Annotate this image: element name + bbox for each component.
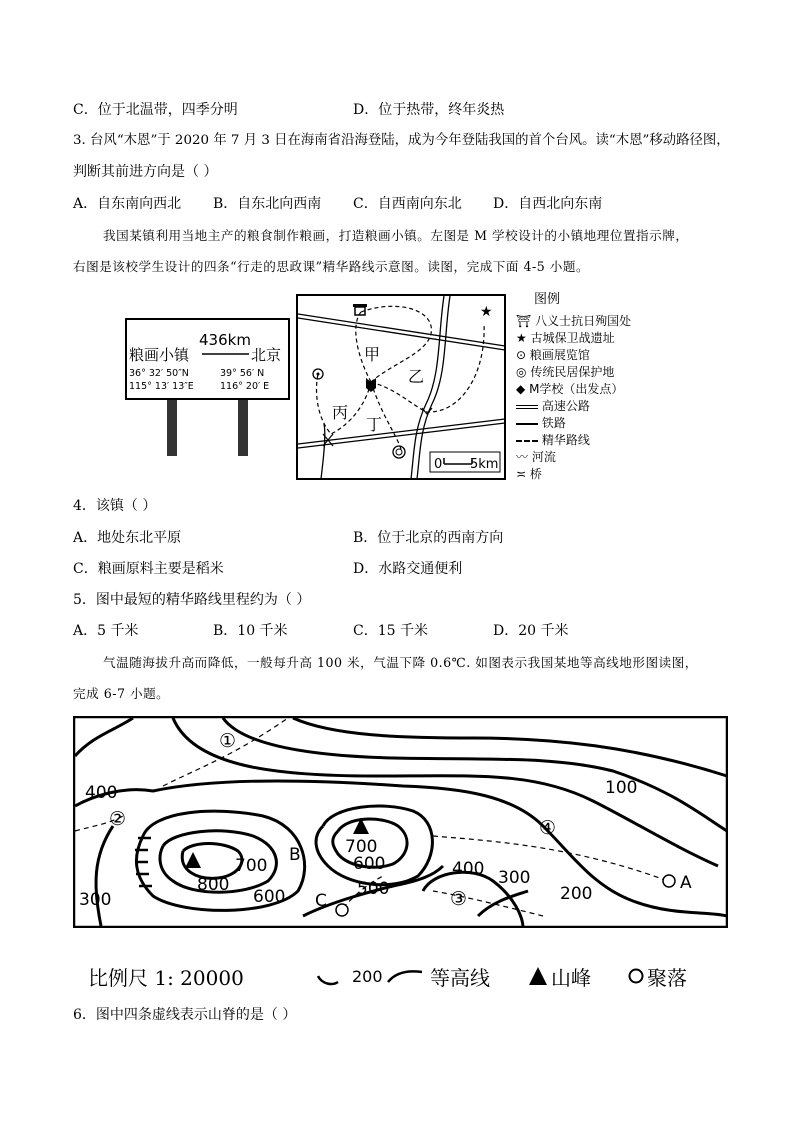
svg-text:400: 400 (452, 859, 485, 879)
legend-item-route: 精华路线 (541, 433, 590, 447)
sign-left-lon: 115° 13′ 13″E (129, 381, 194, 392)
peak-legend-label: 山峰 (551, 966, 591, 990)
railway-icon (516, 423, 538, 425)
q4-option-a: A．地处东北平原 (73, 530, 182, 546)
route-map-figure (296, 294, 506, 480)
q5-option-a: A．5 千米 (73, 623, 139, 639)
svg-text:800: 800 (197, 875, 230, 895)
settlement-legend-label: 聚落 (647, 966, 687, 990)
exhibition-icon: ⊙ (516, 348, 527, 362)
svg-text:600: 600 (253, 887, 286, 907)
sign-right-lon: 116° 20′ E (220, 381, 270, 392)
q2-option-d: D．位于热带，终年炎热 (353, 102, 505, 118)
contour-legend-label: 等高线 (430, 966, 490, 990)
contour-map-figure (73, 716, 728, 928)
q4-stem: 4．该镇（ ） (73, 498, 157, 514)
q6-stem: 6．图中四条虚线表示山脊的是（ ） (73, 1007, 297, 1023)
legend-item-memorial: 八义士抗日殉国处 (535, 314, 632, 328)
scale-text: 5km (470, 457, 499, 472)
svg-text:600: 600 (353, 854, 386, 874)
contour-legend-line (316, 962, 426, 990)
q4-option-d: D．水路交通便利 (353, 561, 463, 577)
sign-right-name: 北京 (251, 346, 282, 364)
q3-stem-line1: 3. 台风“木恩”于 2020 年 7 月 3 日在海南省沿海登陆，成为今年登陆我国的首个台风。读“木恩”移动路径图， (73, 133, 730, 148)
settlement-icon (336, 904, 348, 916)
svg-text:700: 700 (235, 856, 268, 876)
svg-text:200: 200 (560, 884, 593, 904)
q5-stem: 5．图中最短的精华路线里程约为（ ） (73, 592, 311, 608)
star-icon: ★ (480, 304, 493, 320)
settlement-icon (627, 967, 645, 985)
q3-option-c: C．自西南向东北 (353, 196, 462, 212)
expressway-icon (516, 405, 538, 409)
svg-text:100: 100 (605, 778, 638, 798)
svg-text:②: ② (109, 808, 127, 830)
legend-item-school: M学校（出发点） (529, 382, 624, 396)
legend-item-exhibition: 粮画展览馆 (529, 348, 590, 362)
sign-left-lat: 36° 32′ 50″N (129, 368, 189, 379)
label-ding: 丁 (366, 415, 383, 434)
river-icon: 〰 (516, 450, 529, 464)
q3-option-d: D．自西北向东南 (493, 196, 603, 212)
label-jia: 甲 (364, 345, 381, 364)
svg-text:700: 700 (345, 837, 378, 857)
sign-right-lat: 39° 56′ N (220, 368, 265, 379)
school-icon: ◆ (516, 382, 526, 396)
svg-text:B: B (289, 845, 301, 865)
legend-title: 图例 (534, 292, 561, 307)
intro-45-line2: 右图是该校学生设计的四条“行走的思政课”精华路线示意图。读图，完成下面 4-5 小题。 (73, 259, 590, 274)
q5-option-c: C．15 千米 (353, 623, 428, 639)
sign-distance: 436km (199, 331, 251, 349)
settlement-icon (663, 875, 675, 887)
svg-text:①: ① (219, 730, 237, 752)
svg-text:500: 500 (357, 879, 390, 899)
legend-item-railway: 铁路 (541, 416, 566, 430)
legend-item-expressway: 高速公路 (541, 399, 590, 413)
dwelling-icon: ◎ (516, 365, 527, 379)
q3-option-b: B．自东北向西南 (213, 196, 322, 212)
q4-option-c: C．粮画原料主要是稻米 (73, 561, 224, 577)
intro-45-line1: 我国某镇利用当地主产的粮食制作粮画，打造粮画小镇。左图是 M 学校设计的小镇地理位置指示牌， (103, 228, 689, 243)
legend-item-river: 河流 (531, 450, 556, 464)
contour-map-scale: 比例尺 1: 20000 (88, 966, 244, 990)
intro-67-line2: 完成 6-7 小题。 (73, 686, 170, 701)
bridge-icon: ≍ (516, 467, 527, 481)
contour-legend-value: 200 (352, 967, 383, 986)
legend-item-ruins: 古城保卫战遗址 (530, 331, 615, 345)
label-yi: 乙 (408, 367, 425, 386)
peak-icon (527, 965, 549, 987)
svg-text:400: 400 (85, 783, 118, 803)
q3-stem-line2: 判断其前进方向是（ ） (73, 164, 218, 180)
location-sign-figure (125, 318, 290, 458)
q3-option-a: A．自东南向西北 (73, 196, 182, 212)
q4-option-b: B．位于北京的西南方向 (353, 530, 504, 546)
q5-option-d: D．20 千米 (493, 623, 569, 639)
q2-option-c: C．位于北温带，四季分明 (73, 102, 238, 118)
intro-67-line1: 气温随海拔升高而降低，一般每升高 100 米，气温下降 0.6℃. 如图表示我国某地等高线地形图读图， (103, 655, 698, 670)
svg-text:④: ④ (539, 817, 557, 839)
scale-zero: 0 (434, 457, 443, 472)
memorial-icon: ⛩ (516, 314, 532, 328)
q5-option-b: B．10 千米 (213, 623, 288, 639)
svg-text:③: ③ (450, 888, 468, 910)
legend-item-bridge: 桥 (529, 467, 542, 481)
svg-text:300: 300 (79, 890, 112, 910)
svg-text:300: 300 (498, 868, 531, 888)
star-icon: ★ (516, 331, 527, 345)
label-bing: 丙 (332, 403, 349, 422)
sign-left-name: 粮画小镇 (129, 346, 190, 364)
svg-text:C: C (315, 891, 327, 911)
svg-text:A: A (680, 873, 692, 893)
legend-item-dwelling: 传统民居保护地 (530, 365, 615, 379)
route-icon (516, 440, 538, 442)
